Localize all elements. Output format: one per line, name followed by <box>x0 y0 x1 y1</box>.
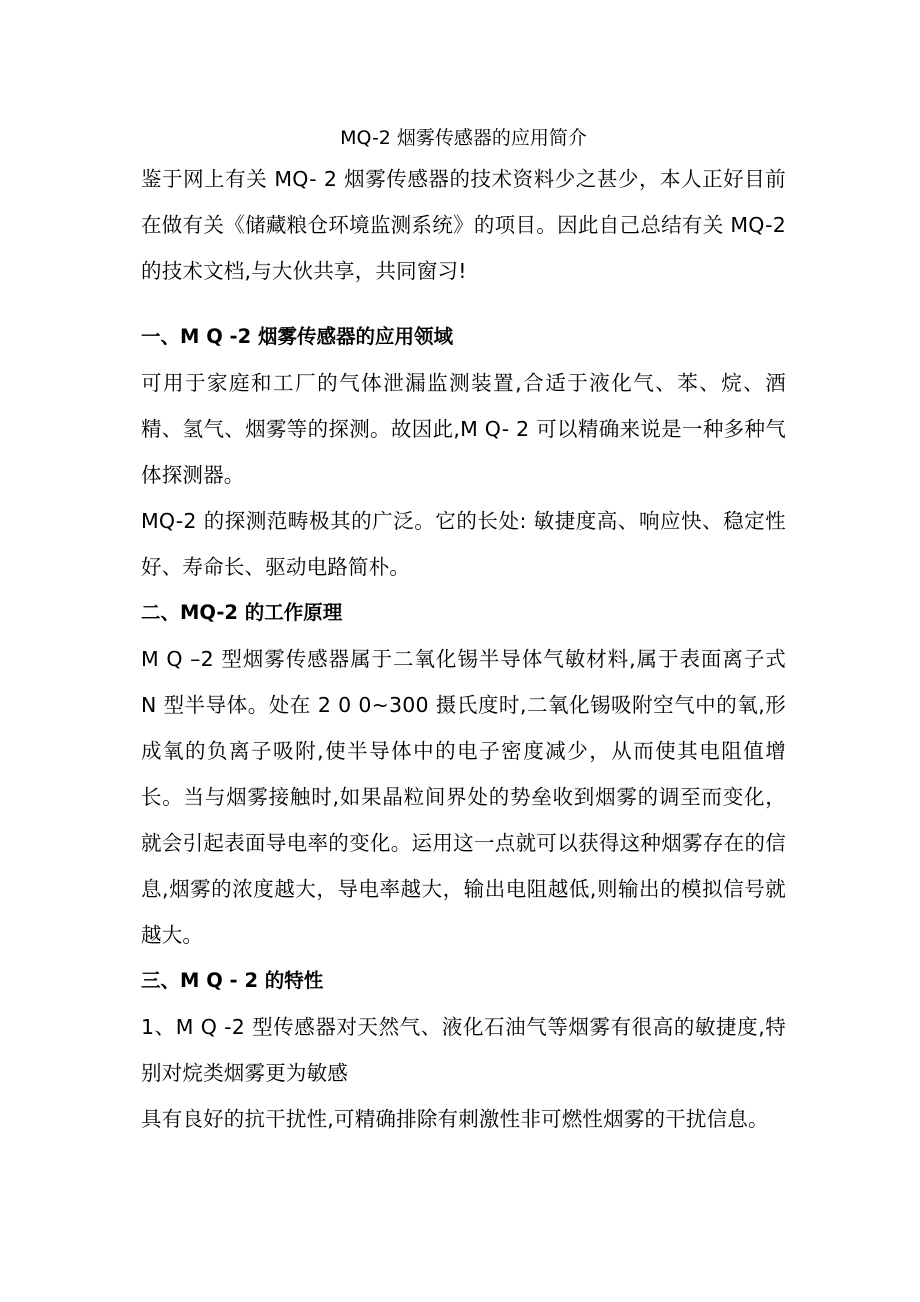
section-2-heading: 二、MQ-2 的工作原理 <box>141 601 343 624</box>
section-1-paragraph-1: 可用于家庭和工厂的气体泄漏监测装置,合适于液化气、苯、烷、酒精、氢气、烟雾等的探测。故因此,M Q- 2 可以精确来说是一种多种气体探测器。 <box>141 371 786 487</box>
section-1-heading: 一、M Q -2 烟雾传感器的应用领域 <box>141 325 454 348</box>
section-1-paragraph-2: MQ-2 的探测范畴极其的广泛。它的长处: 敏捷度高、响应快、稳定性好、寿命长、驱动电路简朴。 <box>141 509 786 579</box>
document-page <box>141 120 786 1142</box>
intro-paragraph: 鉴于网上有关 MQ- 2 烟雾传感器的技术资料少之甚少，本人正好目前在做有关《储藏粮仓环境监测系统》的项目。因此自己总结有关 MQ-2 的技术文档,与大伙共享，共同窗习! <box>141 167 786 283</box>
section-3-paragraph-2: 具有良好的抗干扰性,可精确排除有刺激性非可燃性烟雾的干扰信息。 <box>141 1107 769 1131</box>
section-2-paragraph-1: M Q –2 型烟雾传感器属于二氧化锡半导体气敏材料,属于表面离子式 N 型半导体。处在 2 0 0~300 摄氏度时,二氧化锡吸附空气中的氧,形成氧的负离子吸附,使半导体中的电子密度减少，从而使其电阻值增长。当与烟雾接触时,如果晶粒间界处的势垒收到烟雾的调至而变化，就会引起表面导电率的变化。运用这一点就可以获得这种烟雾存在的信息,烟雾的浓度越大，导电率越大，输出电阻越低,则输出的模拟信号就越大。 <box>141 647 786 947</box>
document-title: MQ-2 烟雾传感器的应用简介 <box>340 127 587 149</box>
paragraph-gap <box>141 294 786 314</box>
section-3-paragraph-1: 1、M Q -2 型传感器对天然气、液化石油气等烟雾有很高的敏捷度,特别对烷类烟雾更为敏感 <box>141 1015 786 1085</box>
section-3-heading: 三、M Q - 2 的特性 <box>141 969 324 992</box>
